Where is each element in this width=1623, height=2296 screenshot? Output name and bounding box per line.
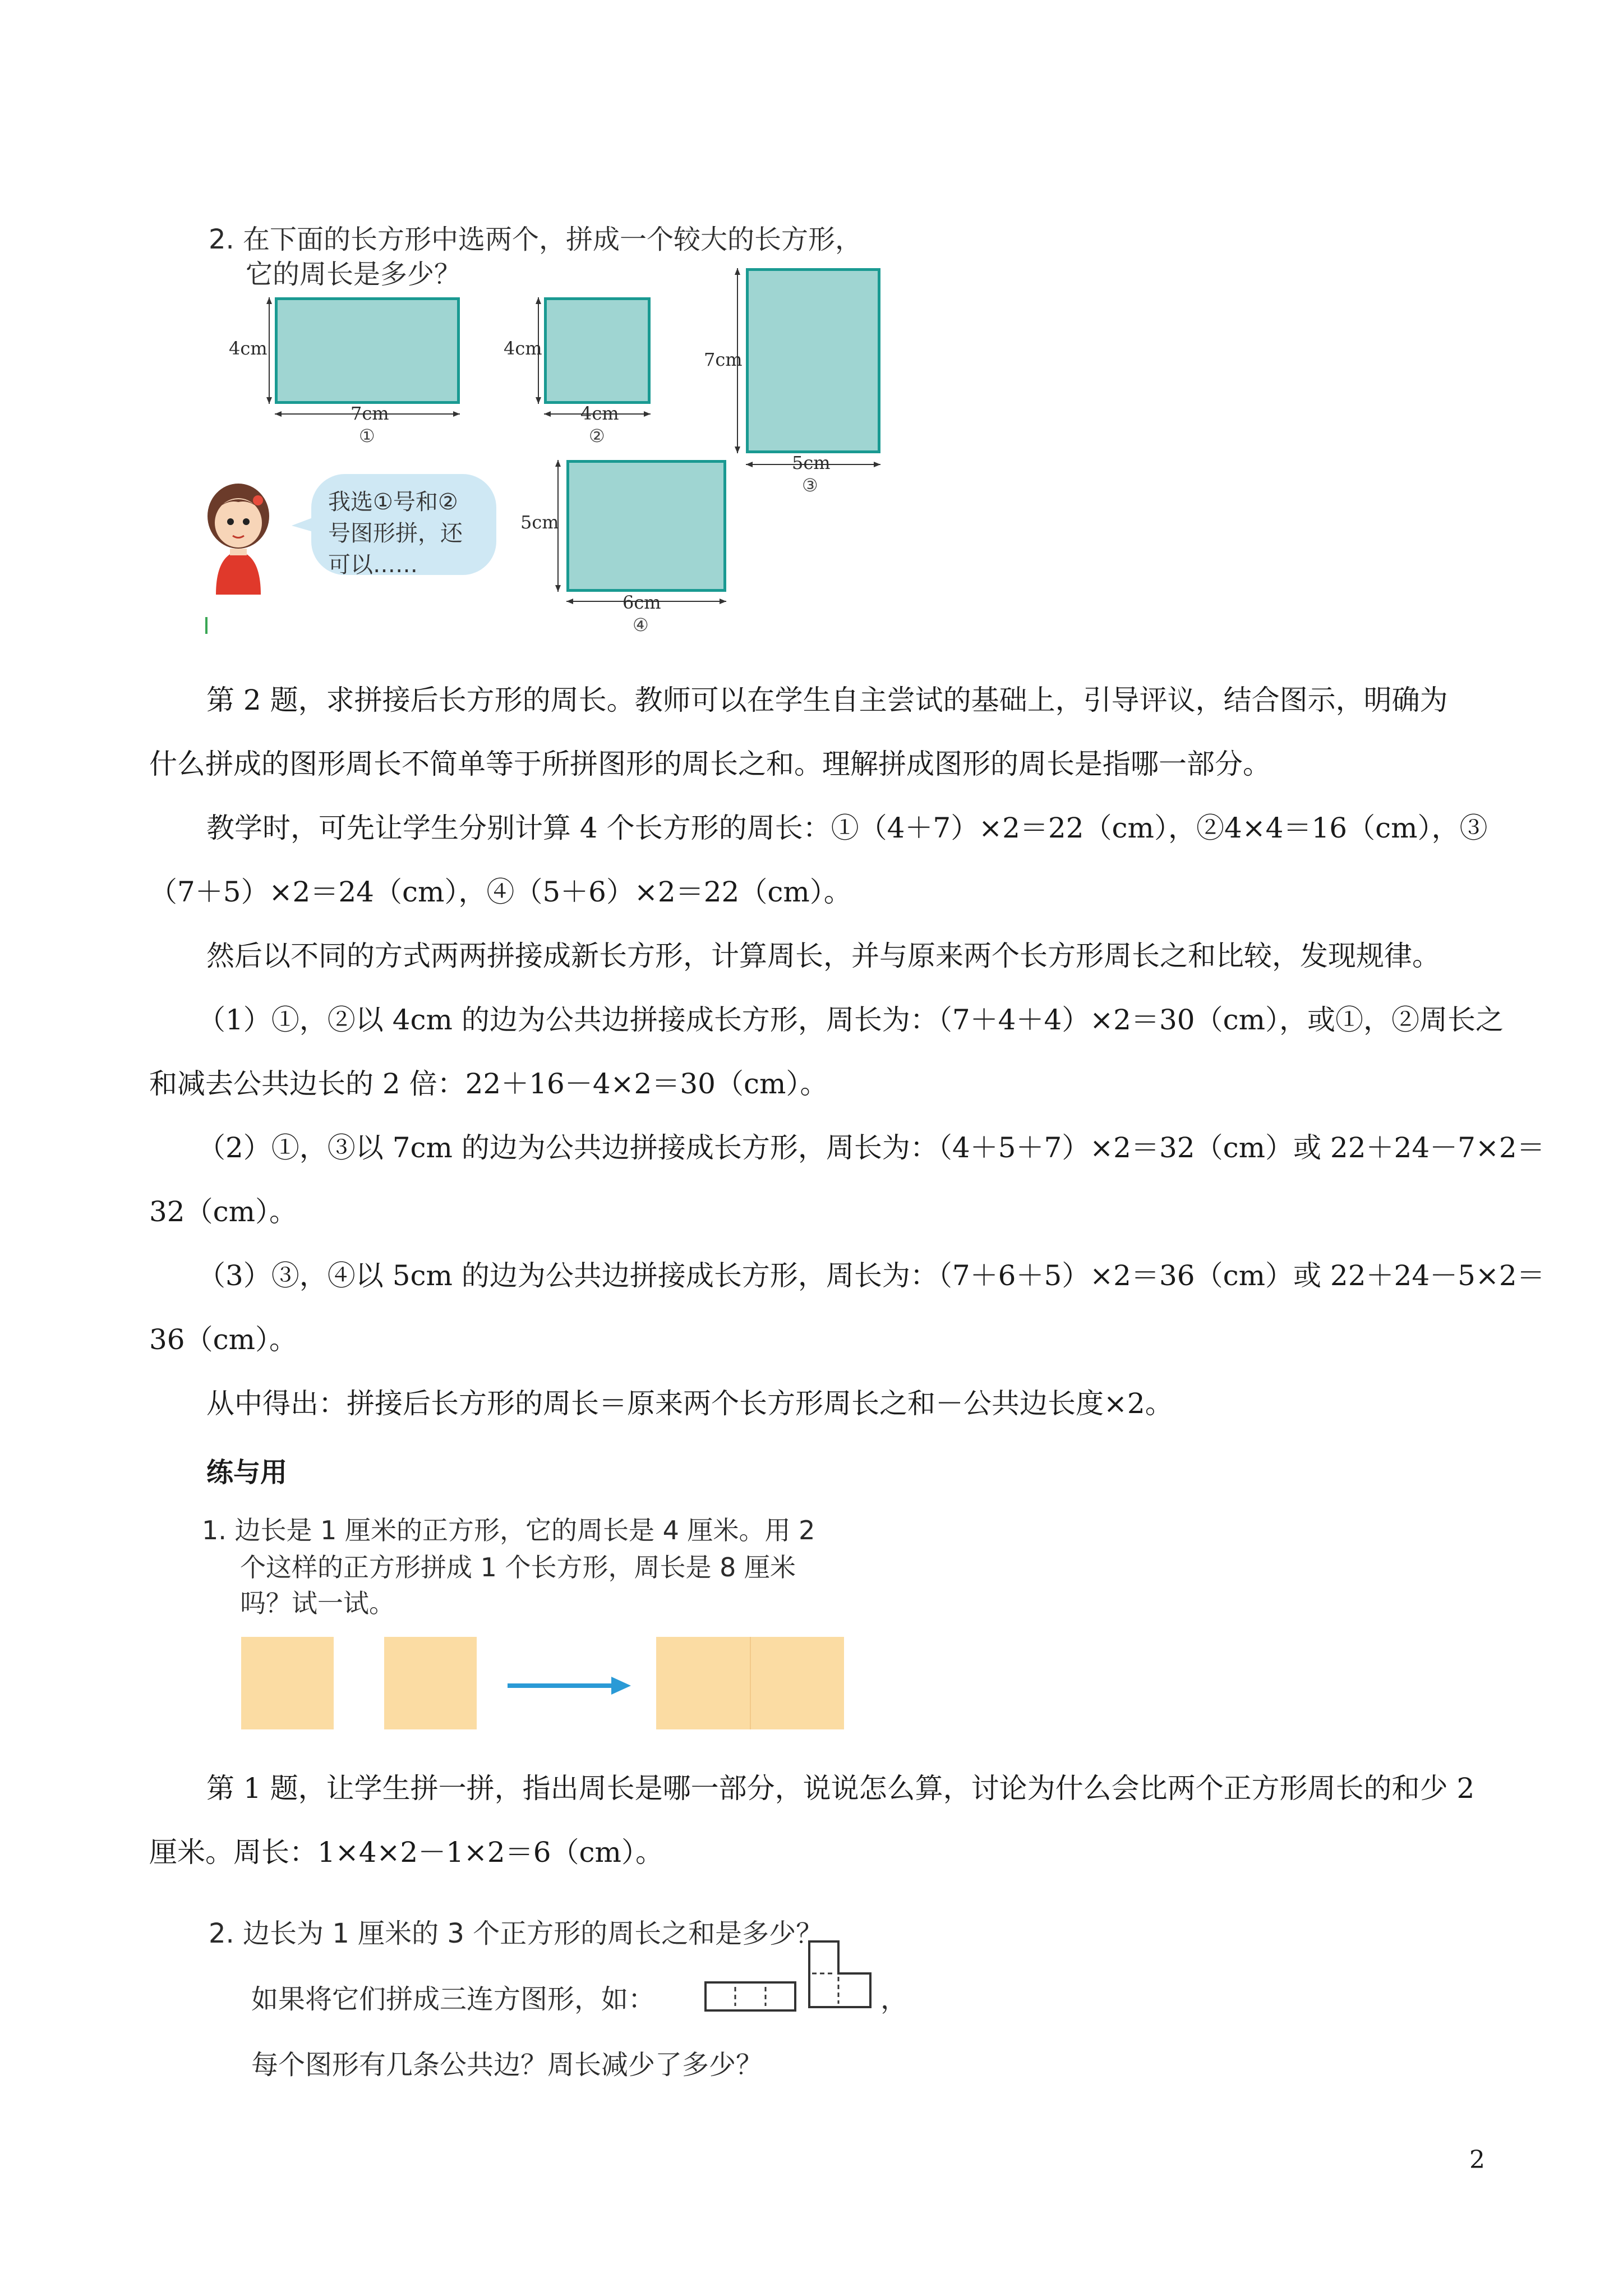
section-heading: 练与用 [206, 1457, 288, 1488]
rect2-number: ② [589, 425, 605, 447]
speech-bubble-tail [292, 513, 317, 536]
rect3-height-label: 7cm [704, 349, 743, 370]
triomino-straight-icon [704, 1975, 799, 2014]
paragraph-8-line-2: 厘米。周长：1×4×2－1×2＝6（cm）。 [149, 1836, 663, 1869]
paragraph-5-line-2: 32（cm）。 [149, 1195, 298, 1228]
ex1-line3: 吗？试一试。 [240, 1588, 395, 1618]
rect2-width-label: 4cm [580, 403, 619, 424]
rect2-height-label: 4cm [504, 338, 542, 359]
q2-title-line1: 2. 在下面的长方形中选两个，拼成一个较大的长方形， [209, 224, 863, 255]
paragraph-6-line-1: （3）③，④以 5cm 的边为公共边拼接成长方形，周长为：（7＋6＋5）×2＝36（cm）或 22＋24－5×2＝ [197, 1259, 1545, 1292]
paragraph-3: 然后以不同的方式两两拼接成新长方形，计算周长，并与原来两个长方形周长之和比较，发现规律。 [206, 940, 1440, 972]
paragraph-5-line-1: （2）①，③以 7cm 的边为公共边拼接成长方形，周长为：（4＋5＋7）×2＝32（cm）或 22＋24－7×2＝ [197, 1131, 1545, 1164]
rect1-height-label: 4cm [229, 338, 268, 359]
paragraph-1-line-2: 什么拼成的图形周长不简单等于所拼图形的周长之和。理解拼成图形的周长是指哪一部分。 [149, 748, 1271, 780]
ex2-line2-end: ， [880, 1984, 908, 2015]
rect4-height-label: 5cm [520, 512, 559, 533]
rect1-number: ① [359, 425, 375, 447]
rect3-width-label: 5cm [792, 452, 831, 473]
paragraph-2-line-2: （7＋5）×2＝24（cm），④（5＋6）×2＝22（cm）。 [149, 876, 852, 908]
speech-bubble [311, 474, 496, 578]
paragraph-6-line-2: 36（cm）。 [149, 1323, 298, 1356]
paragraph-4-line-2: 和减去公共边长的 2 倍：22＋16－4×2＝30（cm）。 [149, 1068, 828, 1100]
ex2-line2: 如果将它们拼成三连方图形，如： [251, 1984, 656, 2015]
paragraph-7: 从中得出：拼接后长方形的周长＝原来两个长方形周长之和－公共边长度×2。 [206, 1387, 1173, 1420]
ex2-line3: 每个图形有几条公共边？周长减少了多少？ [251, 2049, 763, 2081]
combined-rectangle-divider [750, 1637, 751, 1729]
q2-title-line2: 它的周长是多少？ [246, 259, 462, 290]
ex2-line1: 2. 边长为 1 厘米的 3 个正方形的周长之和是多少？ [209, 1918, 823, 1949]
paragraph-8-line-1: 第 1 题，让学生拼一拼，指出周长是哪一部分，说说怎么算，讨论为什么会比两个正方形周长的和少 2 [206, 1772, 1475, 1805]
square-left-2 [384, 1637, 477, 1729]
paragraph-4-line-1: （1）①，②以 4cm 的边为公共边拼接成长方形，周长为：（7＋4＋4）×2＝30（cm），或①，②周长之 [197, 1004, 1504, 1036]
square-left-1 [241, 1637, 334, 1729]
triomino-l-shape-icon [808, 1940, 875, 2013]
ex1-line1: 1. 边长是 1 厘米的正方形，它的周长是 4 厘米。用 2 [202, 1515, 815, 1545]
page-number: 2 [1469, 2146, 1485, 2174]
excerpt-edge-mark [205, 617, 208, 634]
arrow-right-icon [508, 1674, 631, 1697]
speech-line-1: 我选①号和② [328, 489, 458, 515]
speech-line-3: 可以…… [328, 552, 418, 578]
girl-illustration [199, 477, 278, 595]
rect4-width-label: 6cm [623, 592, 661, 613]
rect3-number: ③ [802, 475, 818, 496]
paragraph-2-line-1: 教学时，可先让学生分别计算 4 个长方形的周长：①（4＋7）×2＝22（cm），②4×4＝16（cm），③ [206, 812, 1488, 844]
paragraph-1-line-1: 第 2 题，求拼接后长方形的周长。教师可以在学生自主尝试的基础上，引导评议，结合图示，明确为 [206, 684, 1448, 716]
rect4-number: ④ [633, 614, 649, 636]
rect1-width-label: 7cm [351, 403, 389, 424]
rect3-dimension-lines [723, 263, 897, 481]
ex1-line2: 个这样的正方形拼成 1 个长方形，周长是 8 厘米 [240, 1552, 796, 1582]
speech-line-2: 号图形拼，还 [328, 521, 463, 546]
